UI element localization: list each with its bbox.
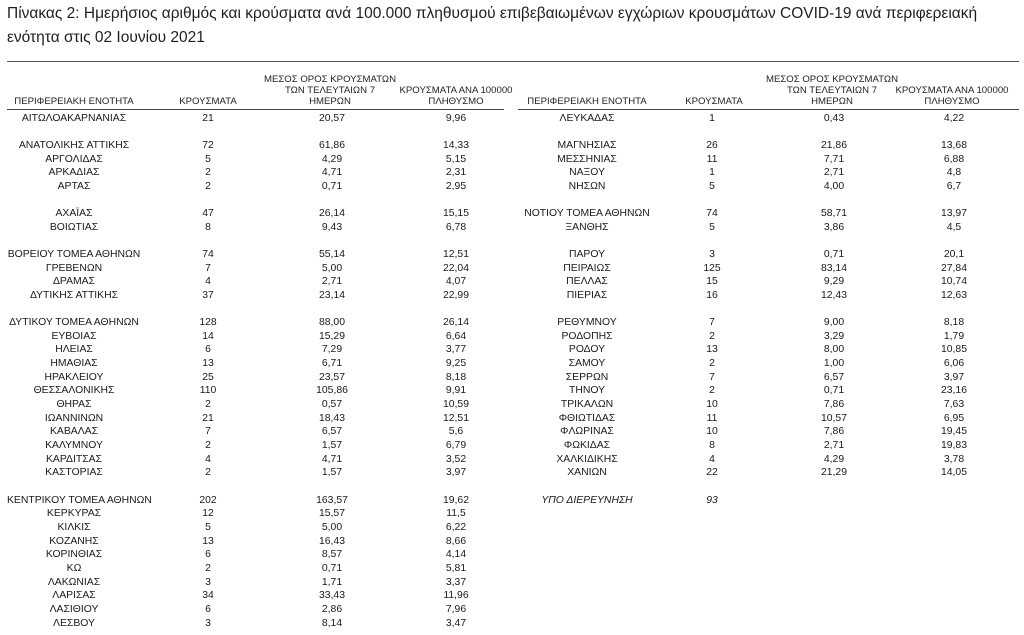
cell-region: ΑΙΤΩΛΟΑΚΑΡΝΑΝΙΑΣ [21, 113, 127, 124]
cell-avg: 9,29 [823, 276, 845, 287]
cell-cases: 6 [205, 604, 211, 615]
header-avg-line: ΗΜΕΡΩΝ [309, 96, 351, 107]
cell-cases: 2 [205, 181, 211, 192]
cell-avg: 18,43 [318, 413, 345, 424]
cell-avg: 7,86 [823, 399, 845, 410]
cell-avg: 12,43 [820, 290, 847, 301]
table-title: Πίνακας 2: Ημερήσιος αριθμός και κρούσματα ανά 100.000 πληθυσμού επιβεβαιωμένων εγχώριων κρουσμάτων COVID-19 ανά περιφερειακή ενότητα στις 02 Ιουνίου 2021 [7, 5, 978, 46]
header-per100k-line: ΠΛΗΘΥΣΜΟ [924, 96, 980, 107]
cell-avg: 4,71 [321, 454, 343, 465]
cell-cases: 7 [205, 263, 211, 274]
cell-region: ΠΕΙΡΑΙΩΣ [563, 263, 611, 274]
cell-avg: 33,43 [318, 590, 345, 601]
cell-avg: 8,57 [321, 549, 343, 560]
cell-cases: 7 [709, 372, 715, 383]
header-per100k-right [882, 85, 1022, 107]
cell-cases: 21 [202, 413, 214, 424]
cell-region: ΡΟΔΟΠΗΣ [561, 331, 613, 342]
cell-avg: 9,00 [823, 317, 845, 328]
cell-per100k: 19,45 [940, 426, 967, 437]
header-avg-line: ΜΕΣΟΣ ΟΡΟΣ ΚΡΟΥΣΜΑΤΩΝ [765, 74, 899, 85]
cell-cases: 2 [709, 358, 715, 369]
cell-avg: 21,29 [820, 467, 847, 478]
cell-per100k: 10,74 [940, 276, 967, 287]
cell-cases: 21 [202, 113, 214, 124]
header-avg-right [762, 74, 902, 107]
cell-per100k: 8,18 [943, 317, 965, 328]
cell-avg: 61,86 [318, 140, 345, 151]
cell-avg: 5,00 [321, 263, 343, 274]
cell-region: ΦΘΙΩΤΙΔΑΣ [558, 413, 616, 424]
cell-per100k: 12,63 [940, 290, 967, 301]
cell-avg: 10,57 [820, 413, 847, 424]
header-region-left: ΠΕΡΙΦΕΡΕΙΑΚΗ ΕΝΟΤΗΤΑ [14, 96, 134, 107]
header-avg-left [260, 74, 400, 107]
cell-per100k: 26,14 [442, 317, 469, 328]
cell-avg: 5,00 [321, 522, 343, 533]
cell-cases: 11 [706, 154, 718, 165]
header-per100k-line: ΚΡΟΥΣΜΑΤΑ ΑΝΑ 100000 [399, 85, 513, 96]
cell-per100k: 22,04 [442, 263, 469, 274]
cell-per100k: 23,16 [940, 385, 967, 396]
cell-region: ΚΟΖΑΝΗΣ [49, 536, 99, 547]
header-avg-line: ΗΜΕΡΩΝ [811, 96, 853, 107]
cell-cases: 2 [205, 167, 211, 178]
cell-avg: 4,71 [321, 167, 343, 178]
cell-avg: 83,14 [820, 263, 847, 274]
cell-region: ΣΑΜΟΥ [568, 358, 606, 369]
cell-per100k: 13,68 [940, 140, 967, 151]
cell-region: ΞΑΝΘΗΣ [565, 222, 609, 233]
header-region-right: ΠΕΡΙΦΕΡΕΙΑΚΗ ΕΝΟΤΗΤΑ [527, 96, 647, 107]
cell-region: ΙΩΑΝΝΙΝΩΝ [44, 413, 104, 424]
cell-cases: 25 [202, 372, 214, 383]
header-rule-right [518, 109, 1019, 110]
cell-avg: 16,43 [318, 536, 345, 547]
cell-avg: 2,71 [321, 276, 343, 287]
cell-region: ΣΕΡΡΩΝ [565, 372, 609, 383]
cell-avg: 23,57 [318, 372, 345, 383]
cell-region: ΦΩΚΙΔΑΣ [563, 440, 611, 451]
cell-avg: 15,57 [318, 508, 345, 519]
header-avg-line: ΜΕΣΟΣ ΟΡΟΣ ΚΡΟΥΣΜΑΤΩΝ [263, 74, 397, 85]
cell-cases: 5 [205, 154, 211, 165]
cell-cases: 72 [202, 140, 214, 151]
cell-per100k: 3,97 [943, 372, 965, 383]
cell-per100k: 4,07 [445, 276, 467, 287]
cell-avg: 6,57 [823, 372, 845, 383]
cell-region: ΦΛΩΡΙΝΑΣ [560, 426, 614, 437]
cell-cases: 11 [706, 413, 718, 424]
cell-per100k: 8,66 [445, 536, 467, 547]
cell-avg: 55,14 [318, 249, 345, 260]
cell-per100k: 11,5 [446, 508, 466, 519]
cell-cases: 22 [706, 467, 718, 478]
cell-cases: 1 [709, 167, 715, 178]
cell-per100k: 6,88 [943, 154, 965, 165]
cell-cases: 74 [706, 208, 718, 219]
cell-region: ΒΟΡΕΙΟΥ ΤΟΜΕΑ ΑΘΗΝΩΝ [7, 249, 141, 260]
cell-region: ΚΕΝΤΡΙΚΟΥ ΤΟΜΕΑ ΑΘΗΝΩΝ [7, 495, 152, 506]
cell-region: ΗΛΕΙΑΣ [55, 344, 93, 355]
header-per100k-line: ΠΛΗΘΥΣΜΟ [428, 96, 484, 107]
cell-cases: 5 [709, 181, 715, 192]
cell-avg: 6,57 [321, 426, 343, 437]
cell-cases: 2 [709, 331, 715, 342]
cell-region: ΤΡΙΚΑΛΩΝ [560, 399, 614, 410]
cell-avg: 8,00 [823, 344, 845, 355]
cell-region: ΡΟΔΟΥ [568, 344, 606, 355]
cell-per100k: 6,64 [445, 331, 467, 342]
cell-region: ΚΑΒΑΛΑΣ [49, 426, 99, 437]
cell-cases: 13 [706, 344, 718, 355]
header-avg-line: ΤΩΝ ΤΕΛΕΥΤΑΙΩΝ 7 [786, 85, 878, 96]
cell-avg: 3,29 [823, 331, 845, 342]
cell-region: ΛΑΣΙΘΙΟΥ [49, 604, 99, 615]
header-cases-left: ΚΡΟΥΣΜΑΤΑ [179, 96, 237, 107]
cell-cases: 37 [202, 290, 214, 301]
cell-avg: 163,57 [316, 495, 348, 506]
cell-avg: 0,71 [823, 385, 845, 396]
cell-region: ΑΧΑΪΑΣ [55, 208, 93, 219]
cell-region: ΗΜΑΘΙΑΣ [50, 358, 98, 369]
cell-avg: 105,86 [316, 385, 348, 396]
cell-per100k: 10,85 [940, 344, 967, 355]
cell-avg: 1,57 [321, 467, 343, 478]
cell-per100k: 4,22 [943, 113, 965, 124]
cell-region: ΒΟΙΩΤΙΑΣ [49, 222, 99, 233]
cell-avg: 9,43 [321, 222, 343, 233]
cell-region: ΠΕΛΛΑΣ [566, 276, 608, 287]
cell-cases: 5 [205, 522, 211, 533]
cell-region: ΜΕΣΣΗΝΙΑΣ [557, 154, 617, 165]
cell-region: ΧΑΛΚΙΔΙΚΗΣ [556, 454, 618, 465]
cell-cases: 202 [199, 495, 217, 506]
cell-per100k: 12,51 [442, 413, 469, 424]
cell-avg: 2,71 [823, 167, 845, 178]
cell-per100k: 9,96 [445, 113, 467, 124]
header-avg-line: ΤΩΝ ΤΕΛΕΥΤΑΙΩΝ 7 [284, 85, 376, 96]
cell-cases: 10 [706, 399, 718, 410]
cell-cases: 8 [709, 440, 715, 451]
cell-avg: 1,00 [823, 358, 845, 369]
cell-region: ΚΕΡΚΥΡΑΣ [46, 508, 102, 519]
cell-avg: 0,57 [321, 399, 343, 410]
cell-cases: 7 [205, 426, 211, 437]
cell-region: ΡΕΘΥΜΝΟΥ [557, 317, 617, 328]
cell-per100k: 3,97 [445, 467, 467, 478]
cell-avg: 8,14 [321, 618, 343, 629]
cell-cases: 2 [205, 467, 211, 478]
cell-cases: 2 [205, 399, 211, 410]
cell-avg: 20,57 [318, 113, 345, 124]
cell-per100k: 4,5 [946, 222, 962, 233]
cell-per100k: 27,84 [940, 263, 967, 274]
cell-cases: 125 [703, 263, 721, 274]
cell-avg: 7,71 [823, 154, 845, 165]
cell-avg: 2,86 [321, 604, 343, 615]
cell-cases: 10 [706, 426, 718, 437]
cell-cases: 8 [205, 222, 211, 233]
cell-region: ΘΗΡΑΣ [56, 399, 92, 410]
cell-per100k: 15,15 [442, 208, 469, 219]
cell-per100k: 6,22 [445, 522, 467, 533]
cell-per100k: 3,77 [445, 344, 467, 355]
cell-per100k: 5,15 [445, 154, 467, 165]
cell-per100k: 3,52 [445, 454, 467, 465]
cell-cases: 110 [199, 385, 217, 396]
cell-avg: 7,29 [321, 344, 343, 355]
cell-per100k: 5,6 [448, 426, 464, 437]
cell-region: ΚΑΣΤΟΡΙΑΣ [45, 467, 103, 478]
cell-avg: 26,14 [318, 208, 345, 219]
cell-region: ΛΕΥΚΑΔΑΣ [559, 113, 615, 124]
cell-region: ΚΙΛΚΙΣ [57, 522, 91, 533]
cell-cases: 1 [709, 113, 715, 124]
cell-cases: 3 [709, 249, 715, 260]
cell-region: ΑΝΑΤΟΛΙΚΗΣ ΑΤΤΙΚΗΣ [18, 140, 130, 151]
cell-per100k: 3,78 [943, 454, 965, 465]
cell-cases: 13 [202, 536, 214, 547]
cell-region: ΚΑΡΔΙΤΣΑΣ [46, 454, 102, 465]
cell-avg: 58,71 [820, 208, 847, 219]
cell-region: ΥΠΟ ΔΙΕΡΕΥΝΗΣΗ [541, 495, 633, 506]
cell-cases: 15 [706, 276, 718, 287]
cell-region: ΑΡΓΟΛΙΔΑΣ [45, 154, 103, 165]
cell-per100k: 14,33 [442, 140, 469, 151]
cell-cases: 2 [709, 385, 715, 396]
cell-per100k: 4,8 [946, 167, 962, 178]
cell-region: ΑΡΤΑΣ [57, 181, 91, 192]
cell-region: ΔΥΤΙΚΗΣ ΑΤΤΙΚΗΣ [29, 290, 119, 301]
cell-per100k: 6,06 [943, 358, 965, 369]
cell-avg: 0,43 [823, 113, 845, 124]
cell-avg: 1,57 [321, 440, 343, 451]
cell-avg: 88,00 [318, 317, 345, 328]
cell-avg: 1,71 [321, 577, 343, 588]
cell-per100k: 4,14 [445, 549, 467, 560]
cell-cases: 5 [709, 222, 715, 233]
cell-per100k: 3,37 [445, 577, 467, 588]
cell-cases: 2 [205, 440, 211, 451]
cell-per100k: 12,51 [442, 249, 469, 260]
cell-avg: 2,71 [823, 440, 845, 451]
cell-region: ΚΩ [66, 563, 82, 574]
cell-per100k: 6,95 [943, 413, 965, 424]
cell-region: ΔΥΤΙΚΟΥ ΤΟΜΕΑ ΑΘΗΝΩΝ [9, 317, 139, 328]
header-cases-right: ΚΡΟΥΣΜΑΤΑ [685, 96, 743, 107]
cell-per100k: 22,99 [442, 290, 469, 301]
cell-per100k: 9,91 [445, 385, 467, 396]
cell-region: ΕΥΒΟΙΑΣ [51, 331, 97, 342]
cell-cases: 74 [202, 249, 214, 260]
cell-cases: 4 [205, 454, 211, 465]
cell-region: ΛΑΡΙΣΑΣ [52, 590, 96, 601]
cell-avg: 21,86 [820, 140, 847, 151]
cell-cases: 93 [706, 495, 718, 506]
cell-region: ΛΑΚΩΝΙΑΣ [47, 577, 101, 588]
cell-region: ΘΕΣΣΑΛΟΝΙΚΗΣ [33, 385, 115, 396]
cell-region: ΚΑΛΥΜΝΟΥ [45, 440, 103, 451]
cell-region: ΝΑΞΟΥ [569, 167, 605, 178]
cell-region: ΠΑΡΟΥ [568, 249, 606, 260]
cell-cases: 14 [202, 331, 214, 342]
cell-region: ΔΡΑΜΑΣ [52, 276, 96, 287]
cell-per100k: 13,97 [940, 208, 967, 219]
header-rule-left [7, 109, 504, 110]
cell-cases: 6 [205, 344, 211, 355]
cell-region: ΝΟΤΙΟΥ ΤΟΜΕΑ ΑΘΗΝΩΝ [524, 208, 650, 219]
cell-cases: 128 [199, 317, 217, 328]
cell-avg: 4,29 [823, 454, 845, 465]
cell-per100k: 6,79 [445, 440, 467, 451]
cell-region: ΧΑΝΙΩΝ [567, 467, 607, 478]
cell-avg: 4,29 [321, 154, 343, 165]
cell-region: ΜΑΓΝΗΣΙΑΣ [557, 140, 617, 151]
cell-per100k: 7,63 [943, 399, 965, 410]
cell-region: ΠΙΕΡΙΑΣ [566, 290, 608, 301]
cell-per100k: 8,18 [445, 372, 467, 383]
cell-per100k: 19,62 [442, 495, 469, 506]
cell-per100k: 10,59 [442, 399, 469, 410]
cell-per100k: 7,96 [445, 604, 467, 615]
cell-per100k: 19,83 [940, 440, 967, 451]
cell-cases: 26 [706, 140, 718, 151]
cell-per100k: 6,78 [445, 222, 467, 233]
cell-per100k: 6,7 [946, 181, 962, 192]
cell-per100k: 14,05 [940, 467, 967, 478]
cell-region: ΓΡΕΒΕΝΩΝ [45, 263, 103, 274]
cell-cases: 16 [706, 290, 718, 301]
cell-region: ΛΕΣΒΟΥ [53, 618, 95, 629]
cell-cases: 4 [205, 276, 211, 287]
cell-avg: 0,71 [321, 563, 343, 574]
cell-region: ΤΗΝΟΥ [568, 385, 606, 396]
header-per100k-line: ΚΡΟΥΣΜΑΤΑ ΑΝΑ 100000 [895, 85, 1009, 96]
cell-cases: 2 [205, 563, 211, 574]
cell-region: ΗΡΑΚΛΕΙΟΥ [44, 372, 104, 383]
header-per100k-left [386, 85, 526, 107]
cell-region: ΑΡΚΑΔΙΑΣ [48, 167, 100, 178]
cell-per100k: 11,96 [443, 590, 469, 601]
cell-avg: 4,00 [823, 181, 845, 192]
title-divider [7, 61, 1019, 62]
cell-per100k: 5,81 [445, 563, 467, 574]
cell-cases: 47 [202, 208, 214, 219]
cell-cases: 13 [202, 358, 214, 369]
cell-per100k: 1,79 [943, 331, 965, 342]
cell-avg: 6,71 [321, 358, 343, 369]
cell-avg: 23,14 [318, 290, 345, 301]
cell-avg: 7,86 [823, 426, 845, 437]
cell-avg: 0,71 [823, 249, 845, 260]
cell-cases: 12 [202, 508, 214, 519]
cell-per100k: 9,25 [445, 358, 467, 369]
cell-per100k: 3,47 [445, 618, 467, 629]
cell-cases: 4 [709, 454, 715, 465]
cell-per100k: 2,95 [445, 181, 467, 192]
cell-avg: 15,29 [318, 331, 345, 342]
cell-region: ΚΟΡΙΝΘΙΑΣ [45, 549, 103, 560]
cell-per100k: 2,31 [445, 167, 467, 178]
cell-avg: 3,86 [823, 222, 845, 233]
cell-avg: 0,71 [321, 181, 343, 192]
cell-cases: 6 [205, 549, 211, 560]
cell-cases: 34 [202, 590, 214, 601]
cell-per100k: 20,1 [943, 249, 965, 260]
cell-cases: 3 [205, 618, 211, 629]
cell-region: ΝΗΣΩΝ [568, 181, 606, 192]
cell-cases: 7 [709, 317, 715, 328]
cell-cases: 3 [205, 577, 211, 588]
